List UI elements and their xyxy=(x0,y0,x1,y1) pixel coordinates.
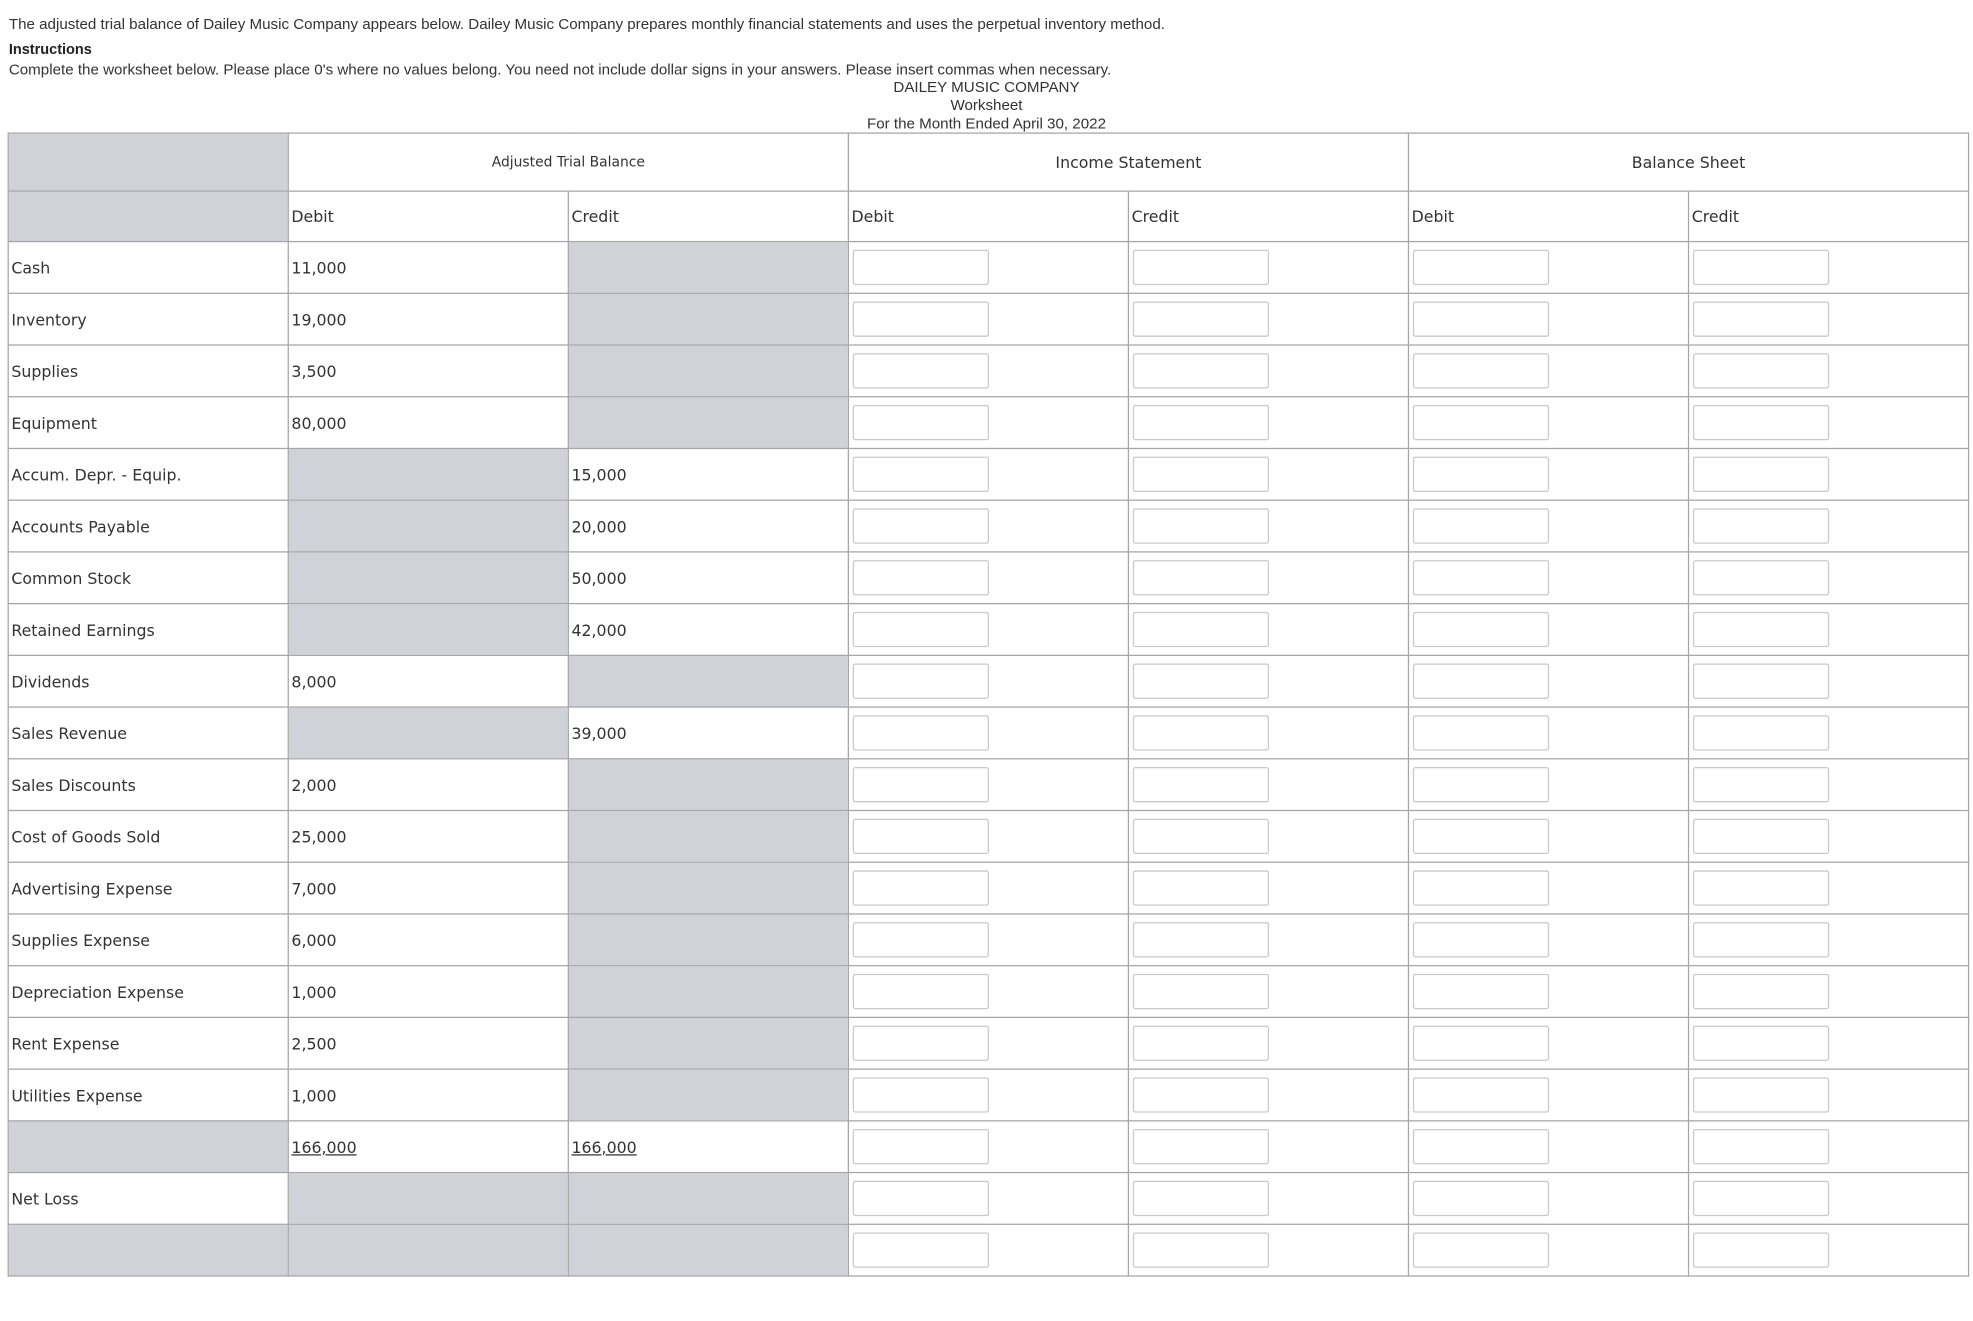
is-credit-cell xyxy=(1128,914,1408,966)
is-credit-cell xyxy=(1128,1224,1408,1276)
is-debit-input-row13[interactable] xyxy=(853,870,989,905)
is-credit-cell xyxy=(1128,1069,1408,1121)
is-debit-input-row2[interactable] xyxy=(853,301,989,336)
report-period: For the Month Ended April 30, 2022 xyxy=(866,114,1107,133)
bs-debit-header: Debit xyxy=(1408,191,1688,241)
atb-credit-value xyxy=(568,1069,848,1121)
is-debit-cell xyxy=(848,500,1128,552)
bs-credit-header: Credit xyxy=(1689,191,1969,241)
bs-debit-input-row8[interactable] xyxy=(1413,612,1549,647)
is-debit-header: Debit xyxy=(848,191,1128,241)
bs-debit-input-row11[interactable] xyxy=(1413,767,1549,802)
is-credit-input-row17[interactable] xyxy=(1133,1077,1269,1112)
table-row xyxy=(8,604,1968,656)
is-debit-input-row5[interactable] xyxy=(853,457,989,492)
is-credit-cell xyxy=(1128,345,1408,397)
is-credit-cell xyxy=(1128,397,1408,449)
is-credit-cell xyxy=(1128,759,1408,811)
atb-debit-value: 80,000 xyxy=(288,397,568,449)
bs-debit-cell xyxy=(1408,707,1688,759)
table-row xyxy=(8,811,1968,863)
bs-debit-cell xyxy=(1408,604,1688,656)
bs-debit-cell xyxy=(1408,1069,1688,1121)
problem-intro: The adjusted trial balance of Dailey Music Company appears below. Dailey Music Company prepares monthly financial statements and uses the perpetual inventory method. xyxy=(8,15,1165,33)
blank-subheader-cell xyxy=(8,191,288,241)
is-credit-cell xyxy=(1128,707,1408,759)
account-name: Dividends xyxy=(8,655,288,707)
is-debit-cell xyxy=(848,759,1128,811)
is-credit-cell xyxy=(1128,1121,1408,1173)
is-credit-cell xyxy=(1128,811,1408,863)
bs-credit-cell xyxy=(1689,1121,1969,1173)
is-credit-input-row4[interactable] xyxy=(1133,405,1269,440)
atb-debit-value: 25,000 xyxy=(288,811,568,863)
bs-credit-cell xyxy=(1689,862,1969,914)
worksheet-table xyxy=(8,132,1970,1276)
bs-debit-cell xyxy=(1408,966,1688,1018)
totals-row xyxy=(8,1121,1968,1173)
account-name: Cash xyxy=(8,242,288,294)
bs-debit-input-row5[interactable] xyxy=(1413,457,1549,492)
is-debit-input-row10[interactable] xyxy=(853,715,989,750)
is-debit-cell xyxy=(848,1069,1128,1121)
bs-credit-cell xyxy=(1689,1173,1969,1225)
is-debit-cell xyxy=(848,552,1128,604)
atb-total-credit-cell xyxy=(568,1121,848,1173)
bs-credit-cell xyxy=(1689,397,1969,449)
table-row xyxy=(8,345,1968,397)
bs-credit-cell xyxy=(1689,759,1969,811)
table-row xyxy=(8,293,1968,345)
bs-credit-input-row4[interactable] xyxy=(1693,405,1829,440)
atb-total-debit-cell xyxy=(288,1121,568,1173)
bs-credit-cell xyxy=(1689,242,1969,294)
account-name: Cost of Goods Sold xyxy=(8,811,288,863)
is-debit-input-row6[interactable] xyxy=(853,508,989,543)
bs-debit-input-row17[interactable] xyxy=(1413,1077,1549,1112)
bs-credit-input-row7[interactable] xyxy=(1693,560,1829,595)
is-credit-input-final[interactable] xyxy=(1133,1232,1269,1267)
atb-debit-value: 3,500 xyxy=(288,345,568,397)
bs-debit-input-row15[interactable] xyxy=(1413,974,1549,1009)
is-debit-input-row1[interactable] xyxy=(853,250,989,285)
account-name: Accounts Payable xyxy=(8,500,288,552)
bs-debit-cell xyxy=(1408,242,1688,294)
atb-total-credit: 166,000 xyxy=(571,1137,637,1157)
atb-debit-value xyxy=(288,552,568,604)
blank-header-cell xyxy=(8,133,288,191)
is-debit-cell xyxy=(848,604,1128,656)
bs-debit-input-row4[interactable] xyxy=(1413,405,1549,440)
bs-credit-input-net-loss[interactable] xyxy=(1693,1181,1829,1216)
bs-debit-input-row2[interactable] xyxy=(1413,301,1549,336)
is-debit-cell xyxy=(848,397,1128,449)
bs-credit-input-row8[interactable] xyxy=(1693,612,1829,647)
account-name: Inventory xyxy=(8,293,288,345)
is-credit-cell xyxy=(1128,966,1408,1018)
account-name: Equipment xyxy=(8,397,288,449)
bs-credit-input-row9[interactable] xyxy=(1693,664,1829,699)
is-debit-input-row15[interactable] xyxy=(853,974,989,1009)
bs-credit-input-row10[interactable] xyxy=(1693,715,1829,750)
totals-label-cell xyxy=(8,1121,288,1173)
bs-debit-input-row12[interactable] xyxy=(1413,819,1549,854)
atb-credit-value xyxy=(568,811,848,863)
atb-credit-value xyxy=(568,759,848,811)
atb-credit-value xyxy=(568,655,848,707)
table-row xyxy=(8,655,1968,707)
is-debit-cell xyxy=(848,862,1128,914)
is-credit-cell xyxy=(1128,293,1408,345)
atb-credit-value xyxy=(568,862,848,914)
is-debit-cell xyxy=(848,345,1128,397)
bs-debit-cell xyxy=(1408,1017,1688,1069)
bs-credit-cell xyxy=(1689,1069,1969,1121)
atb-credit-value: 15,000 xyxy=(568,448,848,500)
bs-debit-cell xyxy=(1408,914,1688,966)
bs-credit-cell xyxy=(1689,604,1969,656)
table-row xyxy=(8,966,1968,1018)
is-credit-input-row15[interactable] xyxy=(1133,974,1269,1009)
final-totals-row xyxy=(8,1224,1968,1276)
net-loss-label: Net Loss xyxy=(8,1173,288,1225)
account-name: Supplies xyxy=(8,345,288,397)
is-credit-input-row5[interactable] xyxy=(1133,457,1269,492)
is-debit-cell xyxy=(848,966,1128,1018)
account-name: Depreciation Expense xyxy=(8,966,288,1018)
bs-credit-input-row12[interactable] xyxy=(1693,819,1829,854)
is-debit-cell xyxy=(848,1121,1128,1173)
account-name: Sales Discounts xyxy=(8,759,288,811)
is-debit-input-row17[interactable] xyxy=(853,1077,989,1112)
is-debit-cell xyxy=(848,1017,1128,1069)
bs-debit-cell xyxy=(1408,293,1688,345)
is-debit-cell xyxy=(848,448,1128,500)
bs-debit-input-row10[interactable] xyxy=(1413,715,1549,750)
atb-credit-header: Credit xyxy=(568,191,848,241)
account-name: Retained Earnings xyxy=(8,604,288,656)
atb-credit-value: 42,000 xyxy=(568,604,848,656)
bs-debit-input-row9[interactable] xyxy=(1413,664,1549,699)
atb-debit-value: 1,000 xyxy=(288,1069,568,1121)
atb-total-debit: 166,000 xyxy=(291,1137,357,1157)
atb-debit-value: 7,000 xyxy=(288,862,568,914)
bs-debit-input-row1[interactable] xyxy=(1413,250,1549,285)
is-credit-input-row11[interactable] xyxy=(1133,767,1269,802)
atb-debit-value: 2,500 xyxy=(288,1017,568,1069)
bs-credit-input-row2[interactable] xyxy=(1693,301,1829,336)
is-debit-cell xyxy=(848,914,1128,966)
atb-debit-value: 8,000 xyxy=(288,655,568,707)
is-credit-cell xyxy=(1128,862,1408,914)
atb-credit-value: 20,000 xyxy=(568,500,848,552)
is-credit-cell xyxy=(1128,448,1408,500)
is-debit-input-row14[interactable] xyxy=(853,922,989,957)
table-row xyxy=(8,448,1968,500)
subheader-row xyxy=(8,191,1968,241)
bs-debit-input-row7[interactable] xyxy=(1413,560,1549,595)
is-debit-cell xyxy=(848,811,1128,863)
net-loss-row xyxy=(8,1173,1968,1225)
is-credit-input-row2[interactable] xyxy=(1133,301,1269,336)
is-credit-input-row14[interactable] xyxy=(1133,922,1269,957)
is-debit-input-row4[interactable] xyxy=(853,405,989,440)
table-row xyxy=(8,242,1968,294)
account-name: Sales Revenue xyxy=(8,707,288,759)
is-credit-input-row12[interactable] xyxy=(1133,819,1269,854)
account-name: Supplies Expense xyxy=(8,914,288,966)
table-row xyxy=(8,707,1968,759)
atb-debit-value: 2,000 xyxy=(288,759,568,811)
bs-debit-input-row3[interactable] xyxy=(1413,353,1549,388)
bs-debit-input-net-loss[interactable] xyxy=(1413,1181,1549,1216)
bs-debit-cell xyxy=(1408,1173,1688,1225)
bs-credit-input-row11[interactable] xyxy=(1693,767,1829,802)
is-credit-input-row9[interactable] xyxy=(1133,664,1269,699)
is-debit-input-totals[interactable] xyxy=(853,1129,989,1164)
bs-debit-input-row6[interactable] xyxy=(1413,508,1549,543)
bs-credit-input-row5[interactable] xyxy=(1693,457,1829,492)
bs-credit-cell xyxy=(1689,811,1969,863)
instructions-text: Complete the worksheet below. Please place 0's where no values belong. You need not include dollar signs in your answers. Please insert commas when necessary. xyxy=(8,60,1112,79)
is-credit-input-row8[interactable] xyxy=(1133,612,1269,647)
is-credit-input-row3[interactable] xyxy=(1133,353,1269,388)
bs-debit-cell xyxy=(1408,1121,1688,1173)
table-row xyxy=(8,1069,1968,1121)
bs-debit-cell xyxy=(1408,448,1688,500)
bs-credit-cell xyxy=(1689,293,1969,345)
is-debit-cell xyxy=(848,242,1128,294)
is-debit-cell xyxy=(848,1224,1128,1276)
atb-credit-value: 39,000 xyxy=(568,707,848,759)
is-credit-input-totals[interactable] xyxy=(1133,1129,1269,1164)
is-credit-cell xyxy=(1128,1173,1408,1225)
bs-debit-input-row16[interactable] xyxy=(1413,1026,1549,1061)
bs-credit-cell xyxy=(1689,552,1969,604)
atb-debit-value: 6,000 xyxy=(288,914,568,966)
is-credit-input-row7[interactable] xyxy=(1133,560,1269,595)
is-debit-cell xyxy=(848,655,1128,707)
atb-debit-value xyxy=(288,707,568,759)
blank-gray-cell xyxy=(568,1173,848,1225)
is-debit-input-row3[interactable] xyxy=(853,353,989,388)
bs-debit-input-row14[interactable] xyxy=(1413,922,1549,957)
bs-credit-cell xyxy=(1689,345,1969,397)
bs-debit-cell xyxy=(1408,811,1688,863)
table-row xyxy=(8,397,1968,449)
account-name: Advertising Expense xyxy=(8,862,288,914)
bs-credit-cell xyxy=(1689,1224,1969,1276)
bs-credit-input-row3[interactable] xyxy=(1693,353,1829,388)
bs-debit-input-row13[interactable] xyxy=(1413,870,1549,905)
is-debit-input-row7[interactable] xyxy=(853,560,989,595)
bs-credit-input-row1[interactable] xyxy=(1693,250,1829,285)
is-debit-input-row16[interactable] xyxy=(853,1026,989,1061)
bs-debit-cell xyxy=(1408,655,1688,707)
atb-credit-value xyxy=(568,914,848,966)
atb-debit-header: Debit xyxy=(288,191,568,241)
bs-credit-cell xyxy=(1689,914,1969,966)
table-row xyxy=(8,759,1968,811)
bs-debit-input-totals[interactable] xyxy=(1413,1129,1549,1164)
atb-credit-value xyxy=(568,397,848,449)
is-credit-cell xyxy=(1128,500,1408,552)
is-credit-cell xyxy=(1128,604,1408,656)
is-debit-input-final[interactable] xyxy=(853,1232,989,1267)
bs-debit-cell xyxy=(1408,759,1688,811)
table-row xyxy=(8,1017,1968,1069)
is-debit-input-row8[interactable] xyxy=(853,612,989,647)
account-name: Rent Expense xyxy=(8,1017,288,1069)
is-credit-cell xyxy=(1128,1017,1408,1069)
blank-gray-cell xyxy=(288,1224,568,1276)
table-row xyxy=(8,552,1968,604)
bs-credit-input-row6[interactable] xyxy=(1693,508,1829,543)
is-debit-input-row11[interactable] xyxy=(853,767,989,802)
account-name: Common Stock xyxy=(8,552,288,604)
company-name: DAILEY MUSIC COMPANY xyxy=(893,78,1080,96)
atb-debit-value xyxy=(288,448,568,500)
is-credit-input-row10[interactable] xyxy=(1133,715,1269,750)
is-credit-input-row13[interactable] xyxy=(1133,870,1269,905)
bs-debit-cell xyxy=(1408,500,1688,552)
bs-debit-cell xyxy=(1408,345,1688,397)
is-credit-cell xyxy=(1128,552,1408,604)
bs-credit-cell xyxy=(1689,707,1969,759)
group-income-statement: Income Statement xyxy=(848,133,1408,191)
group-header-row xyxy=(8,133,1968,191)
is-debit-cell xyxy=(848,1173,1128,1225)
bs-credit-input-final[interactable] xyxy=(1693,1232,1829,1267)
bs-credit-cell xyxy=(1689,966,1969,1018)
blank-gray-cell xyxy=(288,1173,568,1225)
atb-credit-value xyxy=(568,966,848,1018)
report-title: Worksheet xyxy=(950,95,1023,114)
atb-debit-value: 1,000 xyxy=(288,966,568,1018)
is-credit-input-row1[interactable] xyxy=(1133,250,1269,285)
is-credit-input-row6[interactable] xyxy=(1133,508,1269,543)
is-credit-input-net-loss[interactable] xyxy=(1133,1181,1269,1216)
table-row xyxy=(8,914,1968,966)
atb-debit-value xyxy=(288,604,568,656)
group-adjusted-trial-balance: Adjusted Trial Balance xyxy=(288,133,848,191)
is-credit-input-row16[interactable] xyxy=(1133,1026,1269,1061)
is-credit-cell xyxy=(1128,242,1408,294)
bs-debit-cell xyxy=(1408,397,1688,449)
group-balance-sheet: Balance Sheet xyxy=(1408,133,1968,191)
atb-credit-value: 50,000 xyxy=(568,552,848,604)
atb-debit-value: 11,000 xyxy=(288,242,568,294)
bs-credit-input-row16[interactable] xyxy=(1693,1026,1829,1061)
table-row xyxy=(8,862,1968,914)
bs-debit-cell xyxy=(1408,862,1688,914)
atb-credit-value xyxy=(568,293,848,345)
is-debit-cell xyxy=(848,293,1128,345)
atb-credit-value xyxy=(568,1017,848,1069)
bs-credit-input-row13[interactable] xyxy=(1693,870,1829,905)
blank-gray-cell xyxy=(568,1224,848,1276)
is-credit-cell xyxy=(1128,655,1408,707)
account-name: Accum. Depr. - Equip. xyxy=(8,448,288,500)
blank-gray-cell xyxy=(8,1224,288,1276)
is-debit-input-row12[interactable] xyxy=(853,819,989,854)
atb-credit-value xyxy=(568,345,848,397)
is-debit-input-net-loss[interactable] xyxy=(853,1181,989,1216)
instructions-title: Instructions xyxy=(8,42,92,59)
bs-debit-input-final[interactable] xyxy=(1413,1232,1549,1267)
is-debit-cell xyxy=(848,707,1128,759)
table-row xyxy=(8,500,1968,552)
is-credit-header: Credit xyxy=(1128,191,1408,241)
bs-credit-input-row15[interactable] xyxy=(1693,974,1829,1009)
bs-credit-cell xyxy=(1689,1017,1969,1069)
account-name: Utilities Expense xyxy=(8,1069,288,1121)
bs-credit-input-totals[interactable] xyxy=(1693,1129,1829,1164)
atb-debit-value xyxy=(288,500,568,552)
bs-debit-cell xyxy=(1408,1224,1688,1276)
atb-debit-value: 19,000 xyxy=(288,293,568,345)
bs-credit-input-row17[interactable] xyxy=(1693,1077,1829,1112)
bs-debit-cell xyxy=(1408,552,1688,604)
bs-credit-cell xyxy=(1689,500,1969,552)
is-debit-input-row9[interactable] xyxy=(853,664,989,699)
bs-credit-cell xyxy=(1689,655,1969,707)
bs-credit-input-row14[interactable] xyxy=(1693,922,1829,957)
atb-credit-value xyxy=(568,242,848,294)
bs-credit-cell xyxy=(1689,448,1969,500)
